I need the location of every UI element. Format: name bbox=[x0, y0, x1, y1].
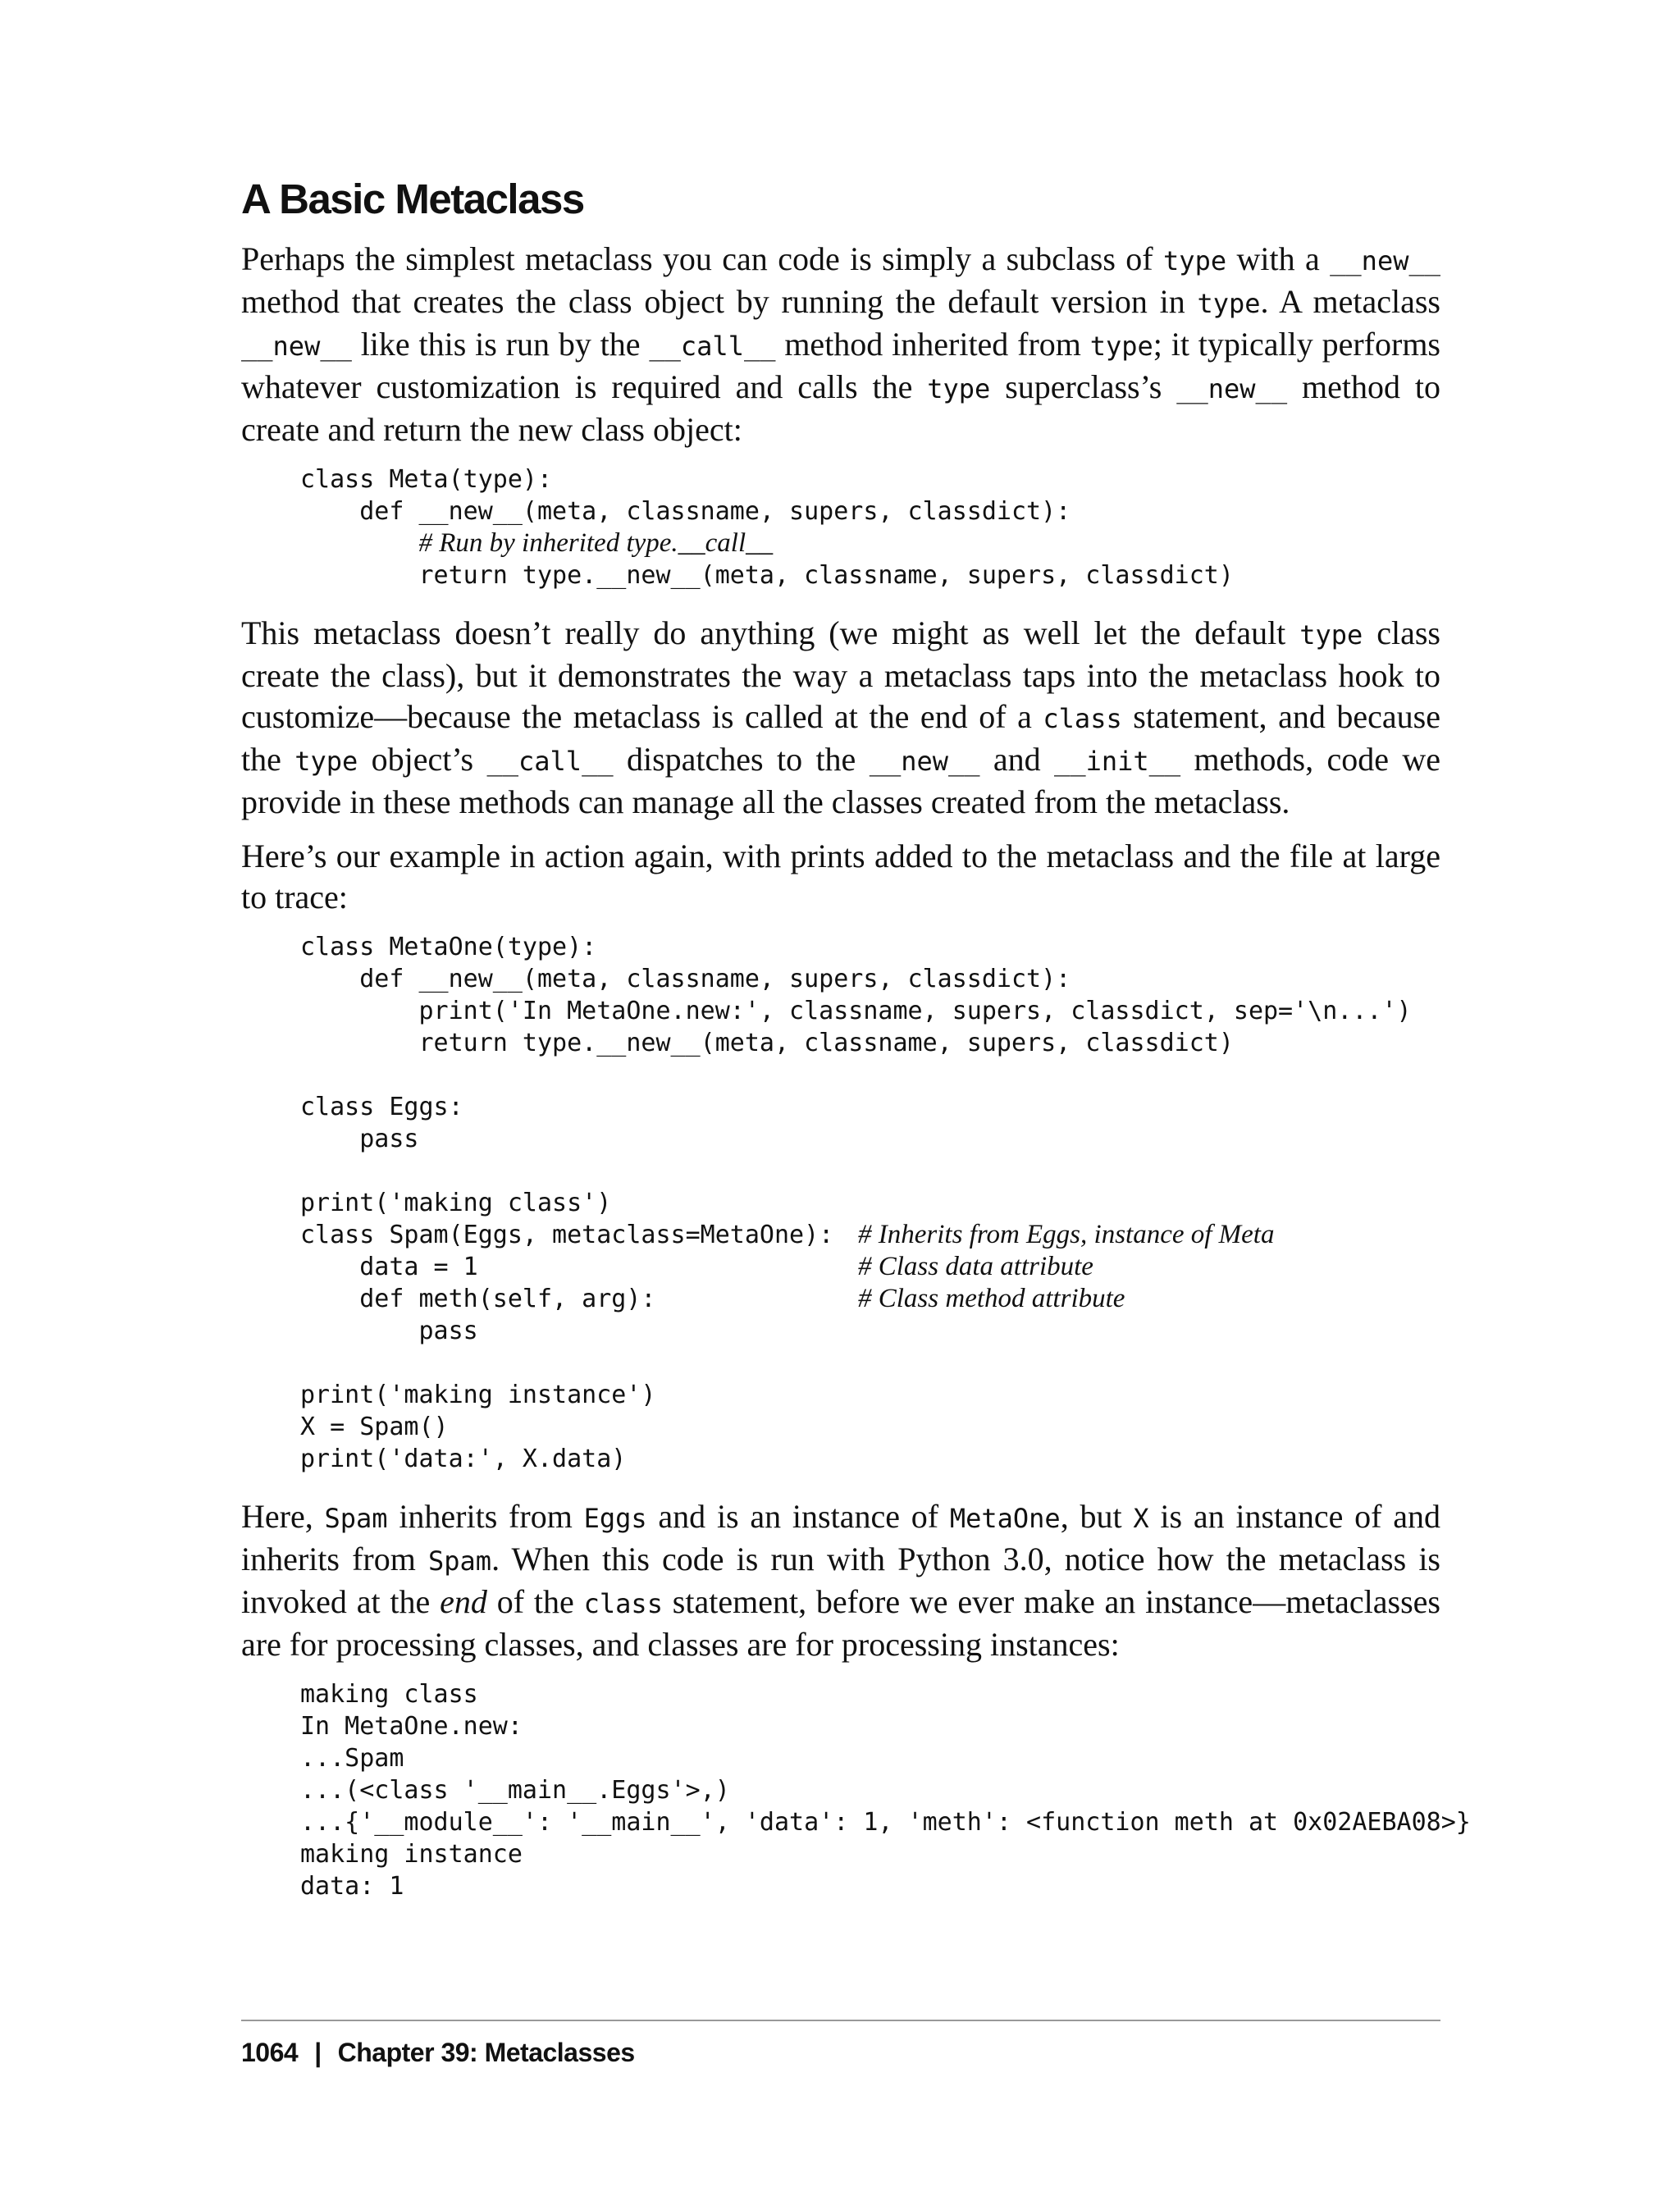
inline-code: type bbox=[294, 746, 358, 778]
chapter-title: Chapter 39: Metaclasses bbox=[337, 2038, 635, 2067]
paragraph bbox=[241, 239, 1440, 450]
text-run: of the bbox=[486, 1583, 584, 1621]
code-line bbox=[300, 1710, 1440, 1742]
paragraph bbox=[241, 1496, 1440, 1665]
code-line bbox=[300, 1219, 1440, 1251]
code-text: data: 1 bbox=[300, 1872, 404, 1901]
page-number: 1064 bbox=[241, 2038, 299, 2067]
code-text: class Spam(Eggs, metaclass=MetaOne): bbox=[300, 1221, 834, 1250]
code-line bbox=[300, 1742, 1440, 1774]
inline-code: __new__ bbox=[1176, 373, 1288, 405]
inline-code: type bbox=[927, 373, 991, 405]
code-text bbox=[300, 527, 419, 559]
code-line bbox=[300, 1379, 1440, 1411]
code-line bbox=[300, 1187, 1440, 1219]
inline-code: __new__ bbox=[869, 746, 980, 778]
code-text: def __new__(meta, classname, supers, classdict): bbox=[300, 965, 1071, 994]
text-run: . A metaclass bbox=[1260, 283, 1440, 321]
code-line bbox=[300, 1774, 1440, 1806]
code-text: data = 1 bbox=[300, 1253, 478, 1282]
code-text: def __new__(meta, classname, supers, classdict): bbox=[300, 497, 1071, 527]
text-run: Here, bbox=[241, 1498, 325, 1536]
code-line bbox=[300, 1806, 1471, 1838]
code-line bbox=[300, 1251, 1440, 1283]
text-run: inherits from bbox=[387, 1498, 584, 1536]
code-line bbox=[300, 995, 1440, 1027]
code-text: print('data:', X.data) bbox=[300, 1445, 627, 1474]
section-heading: A Basic Metaclass bbox=[241, 176, 584, 222]
code-text: print('making instance') bbox=[300, 1381, 656, 1410]
code-line bbox=[300, 1027, 1440, 1059]
code-block bbox=[300, 463, 1440, 591]
inline-code: Eggs bbox=[583, 1503, 647, 1535]
text-run: superclass’s bbox=[990, 368, 1177, 406]
text-run: statement, and because the bbox=[241, 698, 1440, 778]
inline-code: class bbox=[583, 1588, 663, 1620]
code-text: return type.__new__(meta, classname, supers, classdict) bbox=[300, 1029, 1234, 1058]
code-line bbox=[300, 1315, 1440, 1347]
text-run: Perhaps the simplest metaclass you can code is simply a subclass of bbox=[241, 240, 1164, 278]
code-line bbox=[300, 1411, 1440, 1443]
inline-code: X bbox=[1133, 1503, 1149, 1535]
code-comment: # Run by inherited type.__call__ bbox=[418, 528, 774, 559]
text-run: ; it typically performs whatever customization is required and calls the bbox=[241, 326, 1440, 406]
text-run: . When this code is run with Python 3.0, notice how the metaclass is invoked at the bbox=[241, 1541, 1440, 1621]
inline-code: Spam bbox=[428, 1545, 492, 1577]
text-run: class create the class), but it demonstrates the way a metaclass taps into the metaclass hook to customize—because the metaclass is called at the end of a bbox=[241, 614, 1440, 736]
code-text: class MetaOne(type): bbox=[300, 933, 597, 962]
code-line bbox=[300, 463, 1440, 495]
code-text: def meth(self, arg): bbox=[300, 1285, 656, 1314]
text-run: and bbox=[979, 741, 1055, 778]
page-footer bbox=[241, 2020, 1440, 2068]
inline-code: MetaOne bbox=[949, 1503, 1061, 1535]
inline-code: type bbox=[1089, 331, 1153, 363]
code-line bbox=[300, 931, 1440, 963]
code-line bbox=[300, 1155, 1440, 1187]
inline-code: type bbox=[1299, 619, 1363, 651]
code-line bbox=[300, 963, 1440, 995]
code-line bbox=[300, 1347, 1440, 1379]
code-text: ...Spam bbox=[300, 1744, 404, 1774]
text-run: dispatches to the bbox=[613, 741, 870, 778]
code-text: return type.__new__(meta, classname, supers, classdict) bbox=[300, 561, 1234, 591]
inline-code: __new__ bbox=[1330, 245, 1440, 277]
inline-code: __call__ bbox=[486, 746, 614, 778]
text-run: This metaclass doesn’t really do anything (we might as well let the default bbox=[241, 614, 1300, 652]
code-line bbox=[300, 527, 1440, 559]
text-run: like this is run by the bbox=[351, 326, 650, 363]
code-text: class Eggs: bbox=[300, 1093, 463, 1122]
text-run: and is an instance of bbox=[646, 1498, 950, 1536]
code-comment: # Class method attribute bbox=[858, 1284, 1125, 1314]
paragraph bbox=[241, 836, 1440, 918]
inline-code: Spam bbox=[324, 1503, 388, 1535]
code-text: In MetaOne.new: bbox=[300, 1712, 523, 1742]
text-run: method inherited from bbox=[775, 326, 1090, 363]
code-text: ...{'__module__': '__main__', 'data': 1, 'meth': <function meth at 0x02AEBA08>} bbox=[300, 1808, 1471, 1838]
inline-code: class bbox=[1043, 703, 1122, 735]
inline-code: __init__ bbox=[1054, 746, 1181, 778]
text-run: is an instance of and inherits from bbox=[241, 1498, 1441, 1578]
code-text: making class bbox=[300, 1680, 478, 1710]
code-line bbox=[300, 1443, 1440, 1475]
text-run: statement, before we ever make an instance—metaclasses are for processing classes, and classes are for processing instances: bbox=[241, 1583, 1440, 1664]
code-comment: # Inherits from Eggs, instance of Meta bbox=[858, 1220, 1275, 1250]
code-line bbox=[300, 1091, 1440, 1123]
text-run: , but bbox=[1060, 1498, 1134, 1536]
code-line bbox=[300, 1838, 1440, 1870]
code-line bbox=[300, 1283, 1440, 1315]
text-run: method that creates the class object by running the default version in bbox=[241, 283, 1198, 321]
text-run: Here’s our example in action again, with prints added to the metaclass and the file at large to trace: bbox=[241, 838, 1440, 916]
code-line bbox=[300, 1123, 1440, 1155]
code-line bbox=[300, 1870, 1440, 1902]
code-text: ...(<class '__main__.Eggs'>,) bbox=[300, 1776, 730, 1806]
text-run: with a bbox=[1226, 240, 1331, 278]
page-content bbox=[241, 174, 1471, 1924]
text-run: methods, code we provide in these methods can manage all the classes created from the metaclass. bbox=[241, 741, 1440, 821]
code-line bbox=[300, 1059, 1440, 1091]
code-text: X = Spam() bbox=[300, 1413, 449, 1442]
code-block bbox=[300, 1678, 1471, 1902]
footer-separator: | bbox=[314, 2038, 322, 2067]
code-text: print('In MetaOne.new:', classname, supers, classdict, sep='\n...') bbox=[300, 997, 1412, 1026]
text-run: object’s bbox=[358, 741, 487, 778]
text-run: method to create and return the new class object: bbox=[241, 368, 1441, 449]
inline-code: __call__ bbox=[649, 331, 776, 363]
code-block bbox=[300, 931, 1440, 1475]
inline-code: type bbox=[1197, 288, 1261, 320]
code-line bbox=[300, 1678, 1440, 1710]
code-text: class Meta(type): bbox=[300, 465, 553, 495]
code-line bbox=[300, 495, 1440, 527]
inline-code: type bbox=[1163, 245, 1227, 277]
code-comment: # Class data attribute bbox=[858, 1252, 1093, 1282]
paragraph bbox=[241, 613, 1440, 823]
emphasis-text: end bbox=[440, 1583, 487, 1621]
code-line bbox=[300, 559, 1440, 591]
code-text: pass bbox=[300, 1125, 419, 1154]
inline-code: __new__ bbox=[241, 331, 352, 363]
code-text: pass bbox=[300, 1317, 478, 1346]
code-text: print('making class') bbox=[300, 1189, 612, 1218]
code-text: making instance bbox=[300, 1840, 523, 1869]
